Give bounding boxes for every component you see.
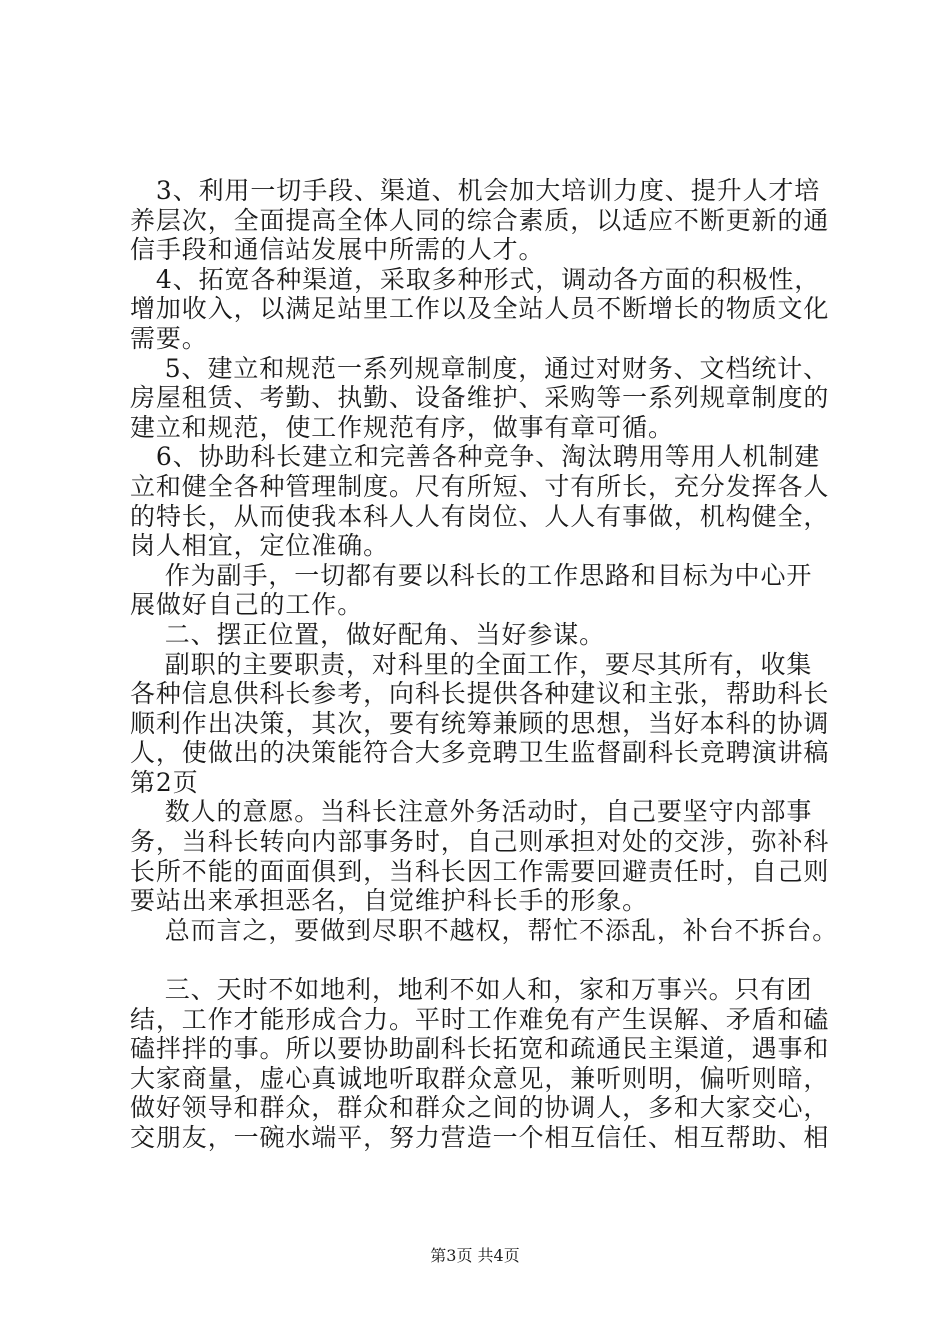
text-line: 结，工作才能形成合力。平时工作难免有产生误解、矛盾和磕 [130, 1004, 830, 1034]
page-number-label: 第3页 共4页 [430, 1246, 520, 1265]
text-line: 房屋租赁、考勤、执勤、设备维护、采购等一系列规章制度的 [130, 383, 830, 413]
text-line: 5、建立和规范一系列规章制度，通过对财务、文档统计、 [130, 353, 830, 383]
text-line: 总而言之，要做到尽职不越权，帮忙不添乱，补台不拆台。 [130, 915, 839, 945]
text-line: 长所不能的面面俱到，当科长因工作需要回避责任时，自己则 [130, 856, 830, 886]
text-line: 展做好自己的工作。 [130, 590, 364, 620]
text-line: 务，当科长转向内部事务时，自己则承担对处的交涉，弥补科 [130, 827, 830, 857]
text-line: 数人的意愿。当科长注意外务活动时，自己要坚守内部事 [130, 797, 813, 827]
blank-line [130, 945, 855, 975]
text-line: 3、利用一切手段、渠道、机会加大培训力度、提升人才培 [130, 176, 821, 205]
page-footer [0, 1243, 950, 1266]
text-line: 作为副手，一切都有要以科长的工作思路和目标为中心开 [130, 560, 813, 590]
text-line: 增加收入，以满足站里工作以及全站人员不断增长的物质文化 [130, 294, 830, 324]
document-body [130, 176, 855, 1153]
text-line: 岗人相宜，定位准确。 [130, 531, 390, 561]
text-line: 磕拌拌的事。所以要协助副科长拓宽和疏通民主渠道，遇事和 [130, 1034, 830, 1064]
text-line: 大家商量，虚心真诚地听取群众意见，兼听则明，偏听则暗， [130, 1063, 830, 1093]
text-line: 养层次，全面提高全体人同的综合素质，以适应不断更新的通 [130, 205, 830, 235]
text-line: 信手段和通信站发展中所需的人才。 [130, 235, 545, 265]
text-line: 二、摆正位置，做好配角、当好参谋。 [130, 619, 606, 649]
text-line: 6、协助科长建立和完善各种竞争、淘汰聘用等用人机制建 [130, 442, 821, 472]
text-line: 做好领导和群众，群众和群众之间的协调人，多和大家交心， [130, 1093, 830, 1123]
text-line: 人，使做出的决策能符合大多竞聘卫生监督副科长竞聘演讲稿 [130, 738, 830, 768]
text-line: 交朋友，一碗水端平，努力营造一个相互信任、相互帮助、相 [130, 1123, 830, 1152]
text-line: 立和健全各种管理制度。尺有所短、寸有所长，充分发挥各人 [130, 471, 830, 501]
text-line: 需要。 [130, 323, 208, 353]
text-line: 的特长，从而使我本科人人有岗位、人人有事做，机构健全， [130, 501, 830, 531]
text-line: 顺利作出决策，其次，要有统筹兼顾的思想，当好本科的协调 [130, 708, 830, 738]
text-line: 各种信息供科长参考，向科长提供各种建议和主张，帮助科长 [130, 679, 830, 709]
text-line: 建立和规范，使工作规范有序，做事有章可循。 [130, 412, 674, 442]
text-line: 三、天时不如地利，地利不如人和，家和万事兴。只有团 [130, 975, 813, 1005]
text-line: 4、拓宽各种渠道，采取多种形式，调动各方面的积极性， [130, 264, 821, 294]
text-line: 要站出来承担恶名，自觉维护科长手的形象。 [130, 886, 649, 916]
text-line: 第2页 [130, 767, 199, 797]
text-line: 副职的主要职责，对科里的全面工作，要尽其所有，收集 [130, 649, 813, 679]
